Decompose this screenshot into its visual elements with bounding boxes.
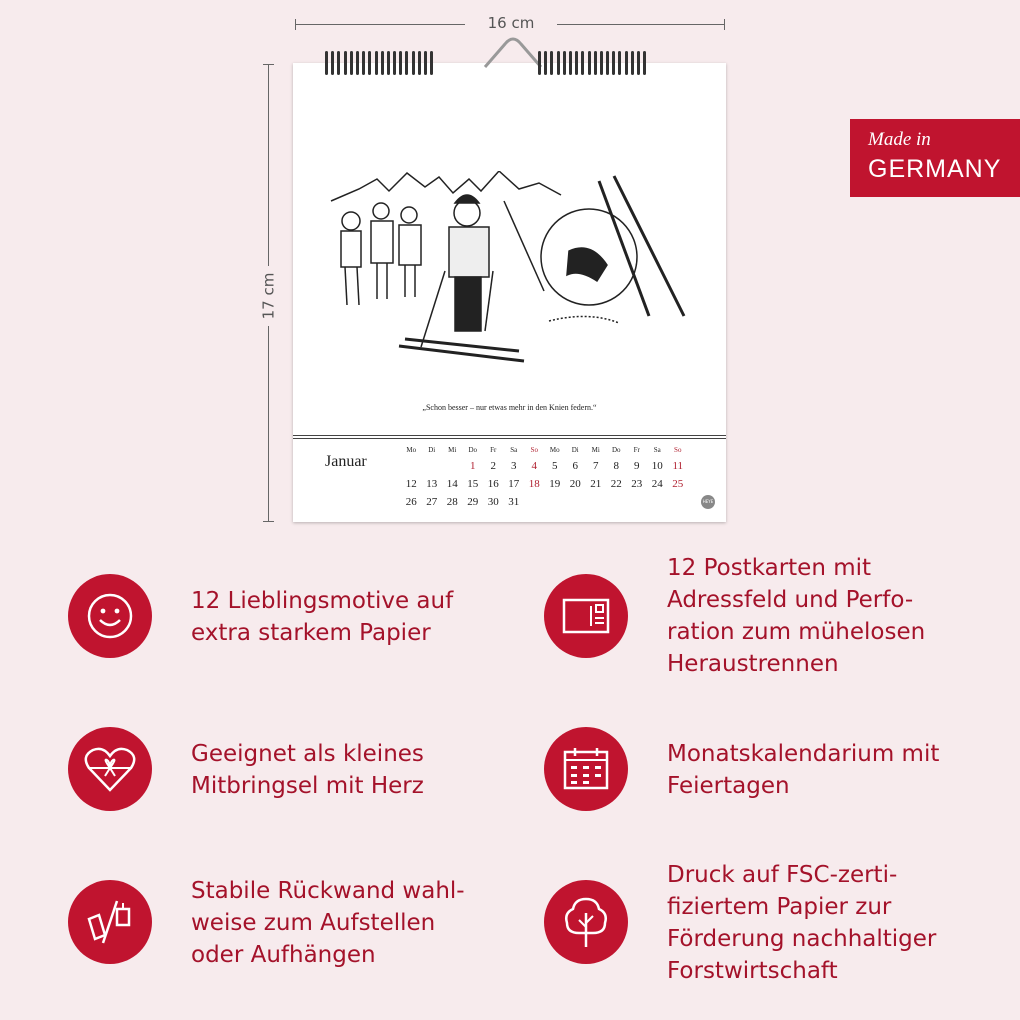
weekday-header: Mi <box>448 446 457 454</box>
stand-hang-icon <box>68 880 152 964</box>
spiral-binding-right <box>538 51 646 77</box>
calendar-day <box>606 493 627 511</box>
spiral-ring <box>424 51 427 75</box>
feature-line: ration zum mühelosen <box>667 619 926 645</box>
spiral-ring <box>412 51 415 75</box>
spiral-ring <box>350 51 353 75</box>
calendar-day: 23 <box>631 478 643 490</box>
spiral-ring <box>381 51 384 75</box>
spiral-binding-left <box>325 51 433 77</box>
spiral-ring <box>575 51 578 75</box>
calendar-divider <box>293 435 726 439</box>
made-in-germany-badge <box>850 119 1020 197</box>
calendar-day: 24 <box>651 478 663 490</box>
calendar-day: 26 <box>405 496 417 508</box>
feature-line: Monatskalendarium mit <box>667 741 940 767</box>
calendar-day: 12 <box>405 478 417 490</box>
weekday-header: Sa <box>510 446 518 454</box>
feature-line: weise zum Aufstellen <box>191 910 436 936</box>
spiral-ring <box>544 51 547 75</box>
height-dimension-label: 17 cm <box>246 266 290 326</box>
calendar-day: 8 <box>613 460 619 472</box>
feature-line: Forstwirtschaft <box>667 958 838 984</box>
calendar-day: 30 <box>487 496 499 508</box>
calendar-day: 19 <box>549 478 561 490</box>
calendar-day: 21 <box>590 478 602 490</box>
calendar-day: 7 <box>593 460 599 472</box>
spiral-ring <box>600 51 603 75</box>
calendar-day <box>442 457 463 475</box>
width-dimension-label: 16 cm <box>465 14 557 32</box>
feature-line: Adressfeld und Perfo- <box>667 587 914 613</box>
calendar-day: 13 <box>426 478 438 490</box>
feature-line: fiziertem Papier zur <box>667 894 892 920</box>
calendar-day: 20 <box>569 478 581 490</box>
feature-line: 12 Lieblingsmotive auf <box>191 588 454 614</box>
calendar-day: 16 <box>487 478 499 490</box>
calendar-day: 18 <box>528 478 540 490</box>
tree-icon <box>544 880 628 964</box>
spiral-ring <box>418 51 421 75</box>
calendar-day <box>401 457 422 475</box>
calendar-day <box>627 493 648 511</box>
feature-line: Feiertagen <box>667 773 790 799</box>
feature-line: 12 Postkarten mit <box>667 555 872 581</box>
spiral-ring <box>375 51 378 75</box>
calendar-day: 10 <box>651 460 663 472</box>
calendar-day: 2 <box>490 460 496 472</box>
feature-line: Heraustrennen <box>667 651 839 677</box>
calendar-day <box>647 493 668 511</box>
weekday-header: Mo <box>549 446 560 454</box>
weekday-header: Mo <box>406 446 417 454</box>
publisher-logo: HEYE <box>701 495 715 509</box>
weekday-header: Fr <box>633 446 640 454</box>
weekday-header: Do <box>611 446 621 454</box>
calendar-day: 6 <box>572 460 578 472</box>
calendar-day: 14 <box>446 478 458 490</box>
calendar-day: 4 <box>531 460 537 472</box>
spiral-ring <box>325 51 328 75</box>
spiral-ring <box>606 51 609 75</box>
weekday-header: Fr <box>490 446 497 454</box>
spiral-ring <box>588 51 591 75</box>
badge-germany: GERMANY <box>868 155 1002 183</box>
spiral-ring <box>344 51 347 75</box>
weekday-header: So <box>530 446 538 454</box>
feature-line: extra starkem Papier <box>191 620 431 646</box>
calendar-day <box>524 493 545 511</box>
spiral-ring <box>618 51 621 75</box>
feature-line: Geeignet als kleines <box>191 741 424 767</box>
weekday-header: Di <box>428 446 436 454</box>
calendar-grid <box>401 444 688 511</box>
spiral-ring <box>550 51 553 75</box>
spiral-ring <box>637 51 640 75</box>
heart-gift-icon <box>68 727 152 811</box>
spiral-ring <box>331 51 334 75</box>
spiral-ring <box>612 51 615 75</box>
spiral-ring <box>399 51 402 75</box>
calendar-day <box>586 493 607 511</box>
calendar-day <box>565 493 586 511</box>
hanger-icon <box>483 34 543 68</box>
calendar-product-image <box>293 63 726 522</box>
spiral-ring <box>643 51 646 75</box>
spiral-ring <box>557 51 560 75</box>
calendar-day: 1 <box>470 460 476 472</box>
spiral-ring <box>393 51 396 75</box>
weekday-header: Di <box>571 446 579 454</box>
feature-line: Stabile Rückwand wahl- <box>191 878 465 904</box>
feature-line: Förderung nachhaltiger <box>667 926 937 952</box>
spiral-ring <box>581 51 584 75</box>
calendar-day <box>422 457 443 475</box>
spiral-ring <box>631 51 634 75</box>
calendar-day <box>668 493 689 511</box>
spiral-ring <box>430 51 433 75</box>
feature-line: Mitbringsel mit Herz <box>191 773 424 799</box>
calendar-day: 3 <box>511 460 517 472</box>
weekday-header: So <box>674 446 682 454</box>
calendar-icon <box>544 727 628 811</box>
cartoon-caption: „Schon besser – nur etwas mehr in den Knien federn.“ <box>422 403 597 412</box>
spiral-ring <box>625 51 628 75</box>
calendar-day: 15 <box>467 478 479 490</box>
spiral-ring <box>356 51 359 75</box>
calendar-day: 31 <box>508 496 520 508</box>
weekday-header: Mi <box>591 446 600 454</box>
spiral-ring <box>368 51 371 75</box>
calendar-day: 5 <box>552 460 558 472</box>
calendar-day: 22 <box>610 478 622 490</box>
smiley-icon <box>68 574 152 658</box>
calendar-day: 28 <box>446 496 458 508</box>
spiral-ring <box>387 51 390 75</box>
calendar-day: 9 <box>634 460 640 472</box>
spiral-ring <box>405 51 408 75</box>
feature-line: Druck auf FSC-zerti- <box>667 862 898 888</box>
calendar-day: 29 <box>467 496 479 508</box>
badge-made-in: Made in <box>868 129 931 150</box>
feature-line: oder Aufhängen <box>191 942 376 968</box>
weekday-header: Do <box>468 446 478 454</box>
spiral-ring <box>538 51 541 75</box>
calendar-day: 17 <box>508 478 520 490</box>
calendar-day: 25 <box>672 478 684 490</box>
spiral-ring <box>594 51 597 75</box>
skiing-cartoon-illustration <box>329 171 689 381</box>
month-name: Januar <box>325 453 367 470</box>
weekday-header: Sa <box>653 446 661 454</box>
spiral-ring <box>337 51 340 75</box>
postcard-icon <box>544 574 628 658</box>
calendar-day: 11 <box>672 460 684 472</box>
spiral-ring <box>563 51 566 75</box>
spiral-ring <box>362 51 365 75</box>
calendar-day <box>545 493 566 511</box>
calendar-day: 27 <box>426 496 438 508</box>
spiral-ring <box>569 51 572 75</box>
